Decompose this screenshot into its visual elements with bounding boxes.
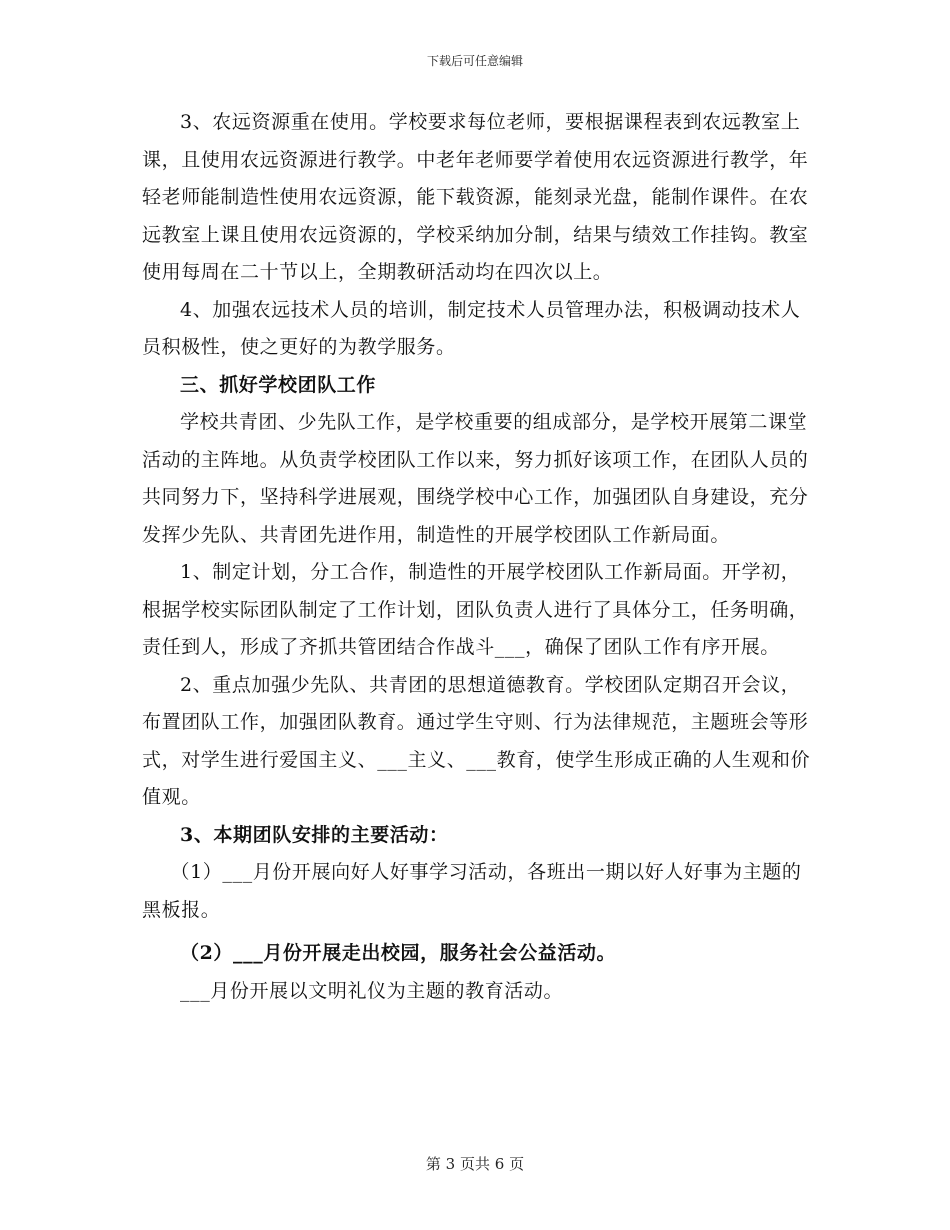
paragraph-technician-training: 4、加强农远技术人员的培训，制定技术人员管理办法，积极调动技术人员积极性，使之更好的为教学服务。 <box>142 298 801 358</box>
page-header: 下载后可任意编辑 <box>426 54 523 68</box>
list-item-activity-2: （2）___月份开展走出校园，服务社会公益活动。 <box>180 942 617 964</box>
paragraph-moral-education: 2、重点加强少先队、共青团的思想道德教育。学校团队定期召开会议，布置团队工作，加强团队教育。通过学生守则、行为法律规范，主题班会等形式，对学生进行爱国主义、___主义、___教育，使学生形成正确的人生观和价值观。 <box>142 673 811 808</box>
paragraph-etiquette-activity: ___月份开展以文明礼仪为主题的教育活动。 <box>180 979 564 1002</box>
list-item-activity-1: （1）___月份开展向好人好事学习活动，各班出一期以好人好事为主题的黑板报。 <box>142 861 802 921</box>
paragraph-resource-usage: 3、农远资源重在使用。学校要求每位老师，要根据课程表到农远教室上课，且使用农远资源进行教学。中老年老师要学着使用农远资源进行教学，年轻老师能制造性使用农远资源，能下载资源，能刻录光盘，能制作课件。在农远教室上课且使用农远资源的，学校采纳加分制，结果与绩效工作挂钩。教室使用每周在二十节以上，全期教研活动均在四次以上。 <box>142 111 809 283</box>
paragraph-plan-cooperation: 1、制定计划，分工合作，制造性的开展学校团队工作新局面。开学初，根据学校实际团队制定了工作计划，团队负责人进行了具体分工，任务明确，责任到人，形成了齐抓共管团结合作战斗___，确保了团队工作有序开展。 <box>142 561 809 658</box>
document-body <box>142 104 812 1010</box>
section-heading-team-work: 三、抓好学校团队工作 <box>180 373 377 396</box>
page-footer: 第 3 页共 6 页 <box>425 1155 525 1173</box>
paragraph-team-intro: 学校共青团、少先队工作，是学校重要的组成部分，是学校开展第二课堂活动的主阵地。从负责学校团队工作以来，努力抓好该项工作，在团队人员的共同努力下，坚持科学进展观，围绕学校中心工作，加强团队自身建设，充分发挥少先队、共青团先进作用，制造性的开展学校团队工作新局面。 <box>142 411 809 546</box>
subheading-main-activities: 3、本期团队安排的主要活动： <box>180 823 449 846</box>
